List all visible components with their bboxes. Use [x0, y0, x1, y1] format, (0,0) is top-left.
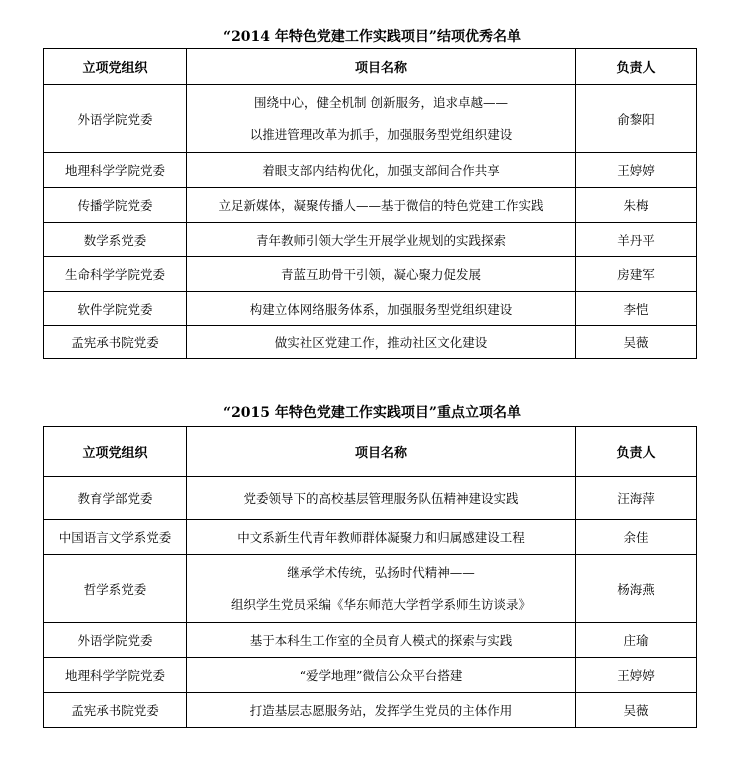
project-cell — [187, 85, 576, 153]
project-cell — [187, 555, 576, 623]
leader-cell: 吴薇 — [576, 326, 697, 359]
leader-cell: 俞黎阳 — [576, 85, 697, 153]
table-header-row — [44, 427, 697, 477]
table-row — [44, 223, 697, 257]
org-cell: 生命科学学院党委 — [44, 257, 187, 292]
project-cell: “爱学地理”微信公众平台搭建 — [187, 658, 576, 693]
table-header-row — [44, 49, 697, 85]
header-project: 项目名称 — [187, 49, 576, 85]
leader-cell: 汪海萍 — [576, 477, 697, 520]
org-cell: 传播学院党委 — [44, 188, 187, 223]
org-cell: 孟宪承书院党委 — [44, 693, 187, 728]
project-cell: 党委领导下的高校基层管理服务队伍精神建设实践 — [187, 477, 576, 520]
org-cell: 外语学院党委 — [44, 85, 187, 153]
project-cell: 构建立体网络服务体系，加强服务型党组织建设 — [187, 292, 576, 326]
leader-cell: 吴薇 — [576, 693, 697, 728]
table-row — [44, 520, 697, 555]
table-row — [44, 326, 697, 359]
project-cell: 着眼支部内结构优化，加强支部间合作共享 — [187, 153, 576, 188]
leader-cell: 羊丹平 — [576, 223, 697, 257]
org-cell: 软件学院党委 — [44, 292, 187, 326]
leader-cell: 王婷婷 — [576, 658, 697, 693]
table-row — [44, 623, 697, 658]
header-leader: 负责人 — [576, 49, 697, 85]
table-row — [44, 153, 697, 188]
header-org: 立项党组织 — [44, 427, 187, 477]
project-line: 以推进管理改革为抓手，加强服务型党组织建设 — [249, 127, 513, 142]
project-cell: 中文系新生代青年教师群体凝聚力和归属感建设工程 — [187, 520, 576, 555]
project-cell: 基于本科生工作室的全员育人模式的探索与实践 — [187, 623, 576, 658]
leader-cell: 杨海燕 — [576, 555, 697, 623]
leader-cell: 朱梅 — [576, 188, 697, 223]
leader-cell: 李恺 — [576, 292, 697, 326]
table-row — [44, 292, 697, 326]
leader-cell: 余佳 — [576, 520, 697, 555]
header-org: 立项党组织 — [44, 49, 187, 85]
org-cell: 中国语言文学系党委 — [44, 520, 187, 555]
project-cell: 青蓝互助骨干引领，凝心聚力促发展 — [187, 257, 576, 292]
project-cell: 做实社区党建工作，推动社区文化建设 — [187, 326, 576, 359]
table-row — [44, 658, 697, 693]
table-row — [44, 477, 697, 520]
leader-cell: 王婷婷 — [576, 153, 697, 188]
project-line: 继承学术传统，弘扬时代精神—— — [287, 565, 475, 580]
org-cell: 地理科学学院党委 — [44, 658, 187, 693]
section-title-2014: “2014 年特色党建工作实践项目”结项优秀名单 — [223, 29, 521, 45]
table-row — [44, 555, 697, 623]
org-cell: 外语学院党委 — [44, 623, 187, 658]
table-row — [44, 693, 697, 728]
project-cell: 立足新媒体，凝聚传播人——基于微信的特色党建工作实践 — [187, 188, 576, 223]
header-project: 项目名称 — [187, 427, 576, 477]
table-2015-key-projects — [43, 426, 697, 728]
org-cell: 地理科学学院党委 — [44, 153, 187, 188]
leader-cell: 庄瑜 — [576, 623, 697, 658]
org-cell: 孟宪承书院党委 — [44, 326, 187, 359]
section-title-2015: “2015 年特色党建工作实践项目”重点立项名单 — [223, 405, 521, 421]
org-cell: 教育学部党委 — [44, 477, 187, 520]
project-cell: 青年教师引领大学生开展学业规划的实践探索 — [187, 223, 576, 257]
project-cell: 打造基层志愿服务站，发挥学生党员的主体作用 — [187, 693, 576, 728]
org-cell: 数学系党委 — [44, 223, 187, 257]
table-row — [44, 257, 697, 292]
project-line: 组织学生党员采编《华东师范大学哲学系师生访谈录》 — [230, 597, 531, 612]
header-leader: 负责人 — [576, 427, 697, 477]
org-cell: 哲学系党委 — [44, 555, 187, 623]
table-2014-excellent — [43, 48, 697, 359]
table-row — [44, 188, 697, 223]
leader-cell: 房建军 — [576, 257, 697, 292]
project-line: 围绕中心，健全机制 创新服务，追求卓越—— — [254, 95, 508, 110]
table-row — [44, 85, 697, 153]
